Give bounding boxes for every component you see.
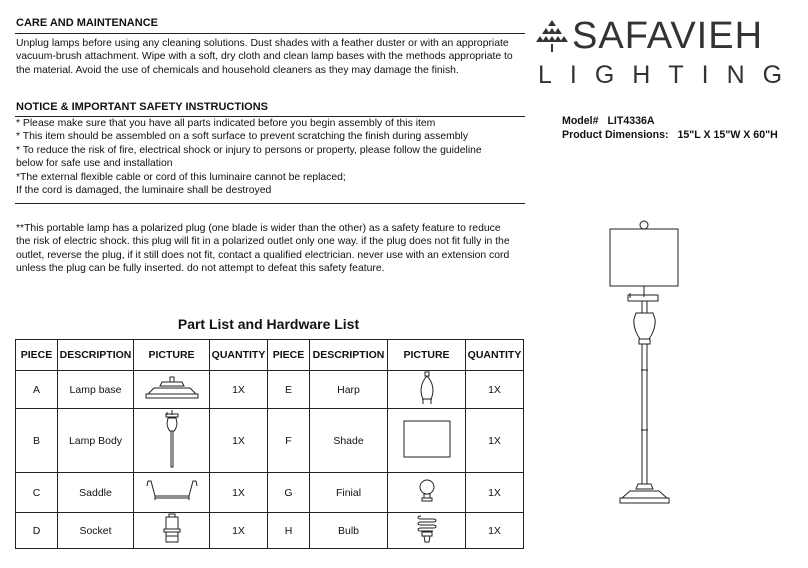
dimensions-line [562, 129, 778, 141]
picture-cell [134, 513, 210, 549]
care-line: Unplug lamps before using any cleaning solutions. Dust shades with a feather duster or with an appropriate [16, 38, 509, 49]
description-cell: Harp [310, 371, 388, 409]
dimensions-label: Product Dimensions: [562, 129, 669, 141]
piece-cell: C [16, 473, 58, 513]
picture-cell [388, 409, 466, 473]
piece-cell: H [268, 513, 310, 549]
piece-cell: G [268, 473, 310, 513]
picture-cell [388, 473, 466, 513]
table-row [16, 371, 524, 409]
brand-name: SAFAVIEH [572, 15, 764, 57]
bulb-icon [415, 513, 439, 545]
chandelier-logo-icon [534, 18, 570, 54]
harp-icon [417, 371, 437, 405]
dimensions-value: 15"L X 15"W X 60"H [677, 129, 778, 141]
description-cell: Socket [58, 513, 134, 549]
brand-logo [532, 14, 801, 89]
quantity-cell: 1X [210, 513, 268, 549]
quantity-cell: 1X [210, 409, 268, 473]
parts-table-header [16, 340, 524, 371]
notice-line: *The external flexible cable or cord of this luminaire cannot be replaced; [16, 171, 346, 183]
header-piece: PIECE [16, 340, 58, 371]
parts-table [15, 339, 524, 549]
plug-note-line: outlet, reverse the plug, if it still does not fit, contact a qualified electrician. never use with an extension cord [16, 249, 510, 261]
care-line: the material. Avoid the use of chemicals and household cleaners as they may damage the finish. [16, 64, 459, 76]
notice-bottom-divider [15, 203, 525, 204]
notice-paragraph [16, 117, 482, 197]
finial-icon [417, 478, 437, 504]
description-cell: Lamp base [58, 371, 134, 409]
plug-note-paragraph [16, 222, 510, 276]
notice-line: * Please make sure that you have all parts indicated before you begin assembly of this item [16, 118, 436, 129]
header-piece: PIECE [268, 340, 310, 371]
picture-cell [134, 473, 210, 513]
model-label: Model# [562, 115, 599, 127]
piece-cell: B [16, 409, 58, 473]
care-heading: CARE AND MAINTENANCE [16, 17, 158, 29]
plug-note-line: **This portable lamp has a polarized plug (one blade is wider than the other) as a safety feature to reduce [16, 223, 501, 234]
lamp-body-icon [160, 409, 184, 469]
picture-cell [134, 371, 210, 409]
table-row [16, 473, 524, 513]
table-row [16, 513, 524, 549]
picture-cell [388, 371, 466, 409]
plug-note-line: unless the plug can be fully inserted. do not attempt to defeat this safety feature. [16, 263, 385, 275]
model-value: LIT4336A [607, 115, 655, 127]
floor-lamp-illustration [600, 215, 700, 510]
notice-line: * This item should be assembled on a soft surface to prevent scratching the finish during assembly [16, 131, 469, 143]
care-paragraph [16, 37, 513, 77]
notice-line: below for safe use and installation [16, 158, 173, 170]
shade-icon [402, 419, 452, 459]
quantity-cell: 1X [466, 409, 524, 473]
care-line: vacuum-brush attachment. Wipe with a soft, dry cloth and clean lamp bases with the methods appropriate to [16, 51, 513, 63]
description-cell: Saddle [58, 473, 134, 513]
quantity-cell: 1X [466, 371, 524, 409]
piece-cell: A [16, 371, 58, 409]
parts-list-title: Part List and Hardware List [177, 316, 360, 332]
lamp-base-icon [144, 376, 200, 400]
socket-icon [161, 513, 183, 545]
notice-line: If the cord is damaged, the luminaire shall be destroyed [16, 185, 272, 197]
header-quantity: QUANTITY [210, 340, 268, 371]
header-quantity: QUANTITY [466, 340, 524, 371]
quantity-cell: 1X [466, 513, 524, 549]
quantity-cell: 1X [466, 473, 524, 513]
table-row [16, 409, 524, 473]
quantity-cell: 1X [210, 371, 268, 409]
description-cell: Finial [310, 473, 388, 513]
model-line [562, 115, 655, 127]
picture-cell [388, 513, 466, 549]
header-description: DESCRIPTION [310, 340, 388, 371]
piece-cell: E [268, 371, 310, 409]
picture-cell [134, 409, 210, 473]
description-cell: Bulb [310, 513, 388, 549]
brand-sub: LIGHTING [538, 61, 801, 89]
description-cell: Shade [310, 409, 388, 473]
notice-heading: NOTICE & IMPORTANT SAFETY INSTRUCTIONS [16, 101, 268, 113]
saddle-icon [145, 478, 199, 504]
piece-cell: F [268, 409, 310, 473]
plug-note-line: the risk of electric shock. this plug will fit in a polarized outlet only one way. if the plug does not fit fully in the [16, 236, 510, 248]
care-divider [15, 33, 525, 34]
header-picture: PICTURE [388, 340, 466, 371]
header-picture: PICTURE [134, 340, 210, 371]
notice-line: * To reduce the risk of fire, electrical shock or injury to persons or property, please follow the guideline [16, 144, 482, 156]
piece-cell: D [16, 513, 58, 549]
header-description: DESCRIPTION [58, 340, 134, 371]
quantity-cell: 1X [210, 473, 268, 513]
description-cell: Lamp Body [58, 409, 134, 473]
